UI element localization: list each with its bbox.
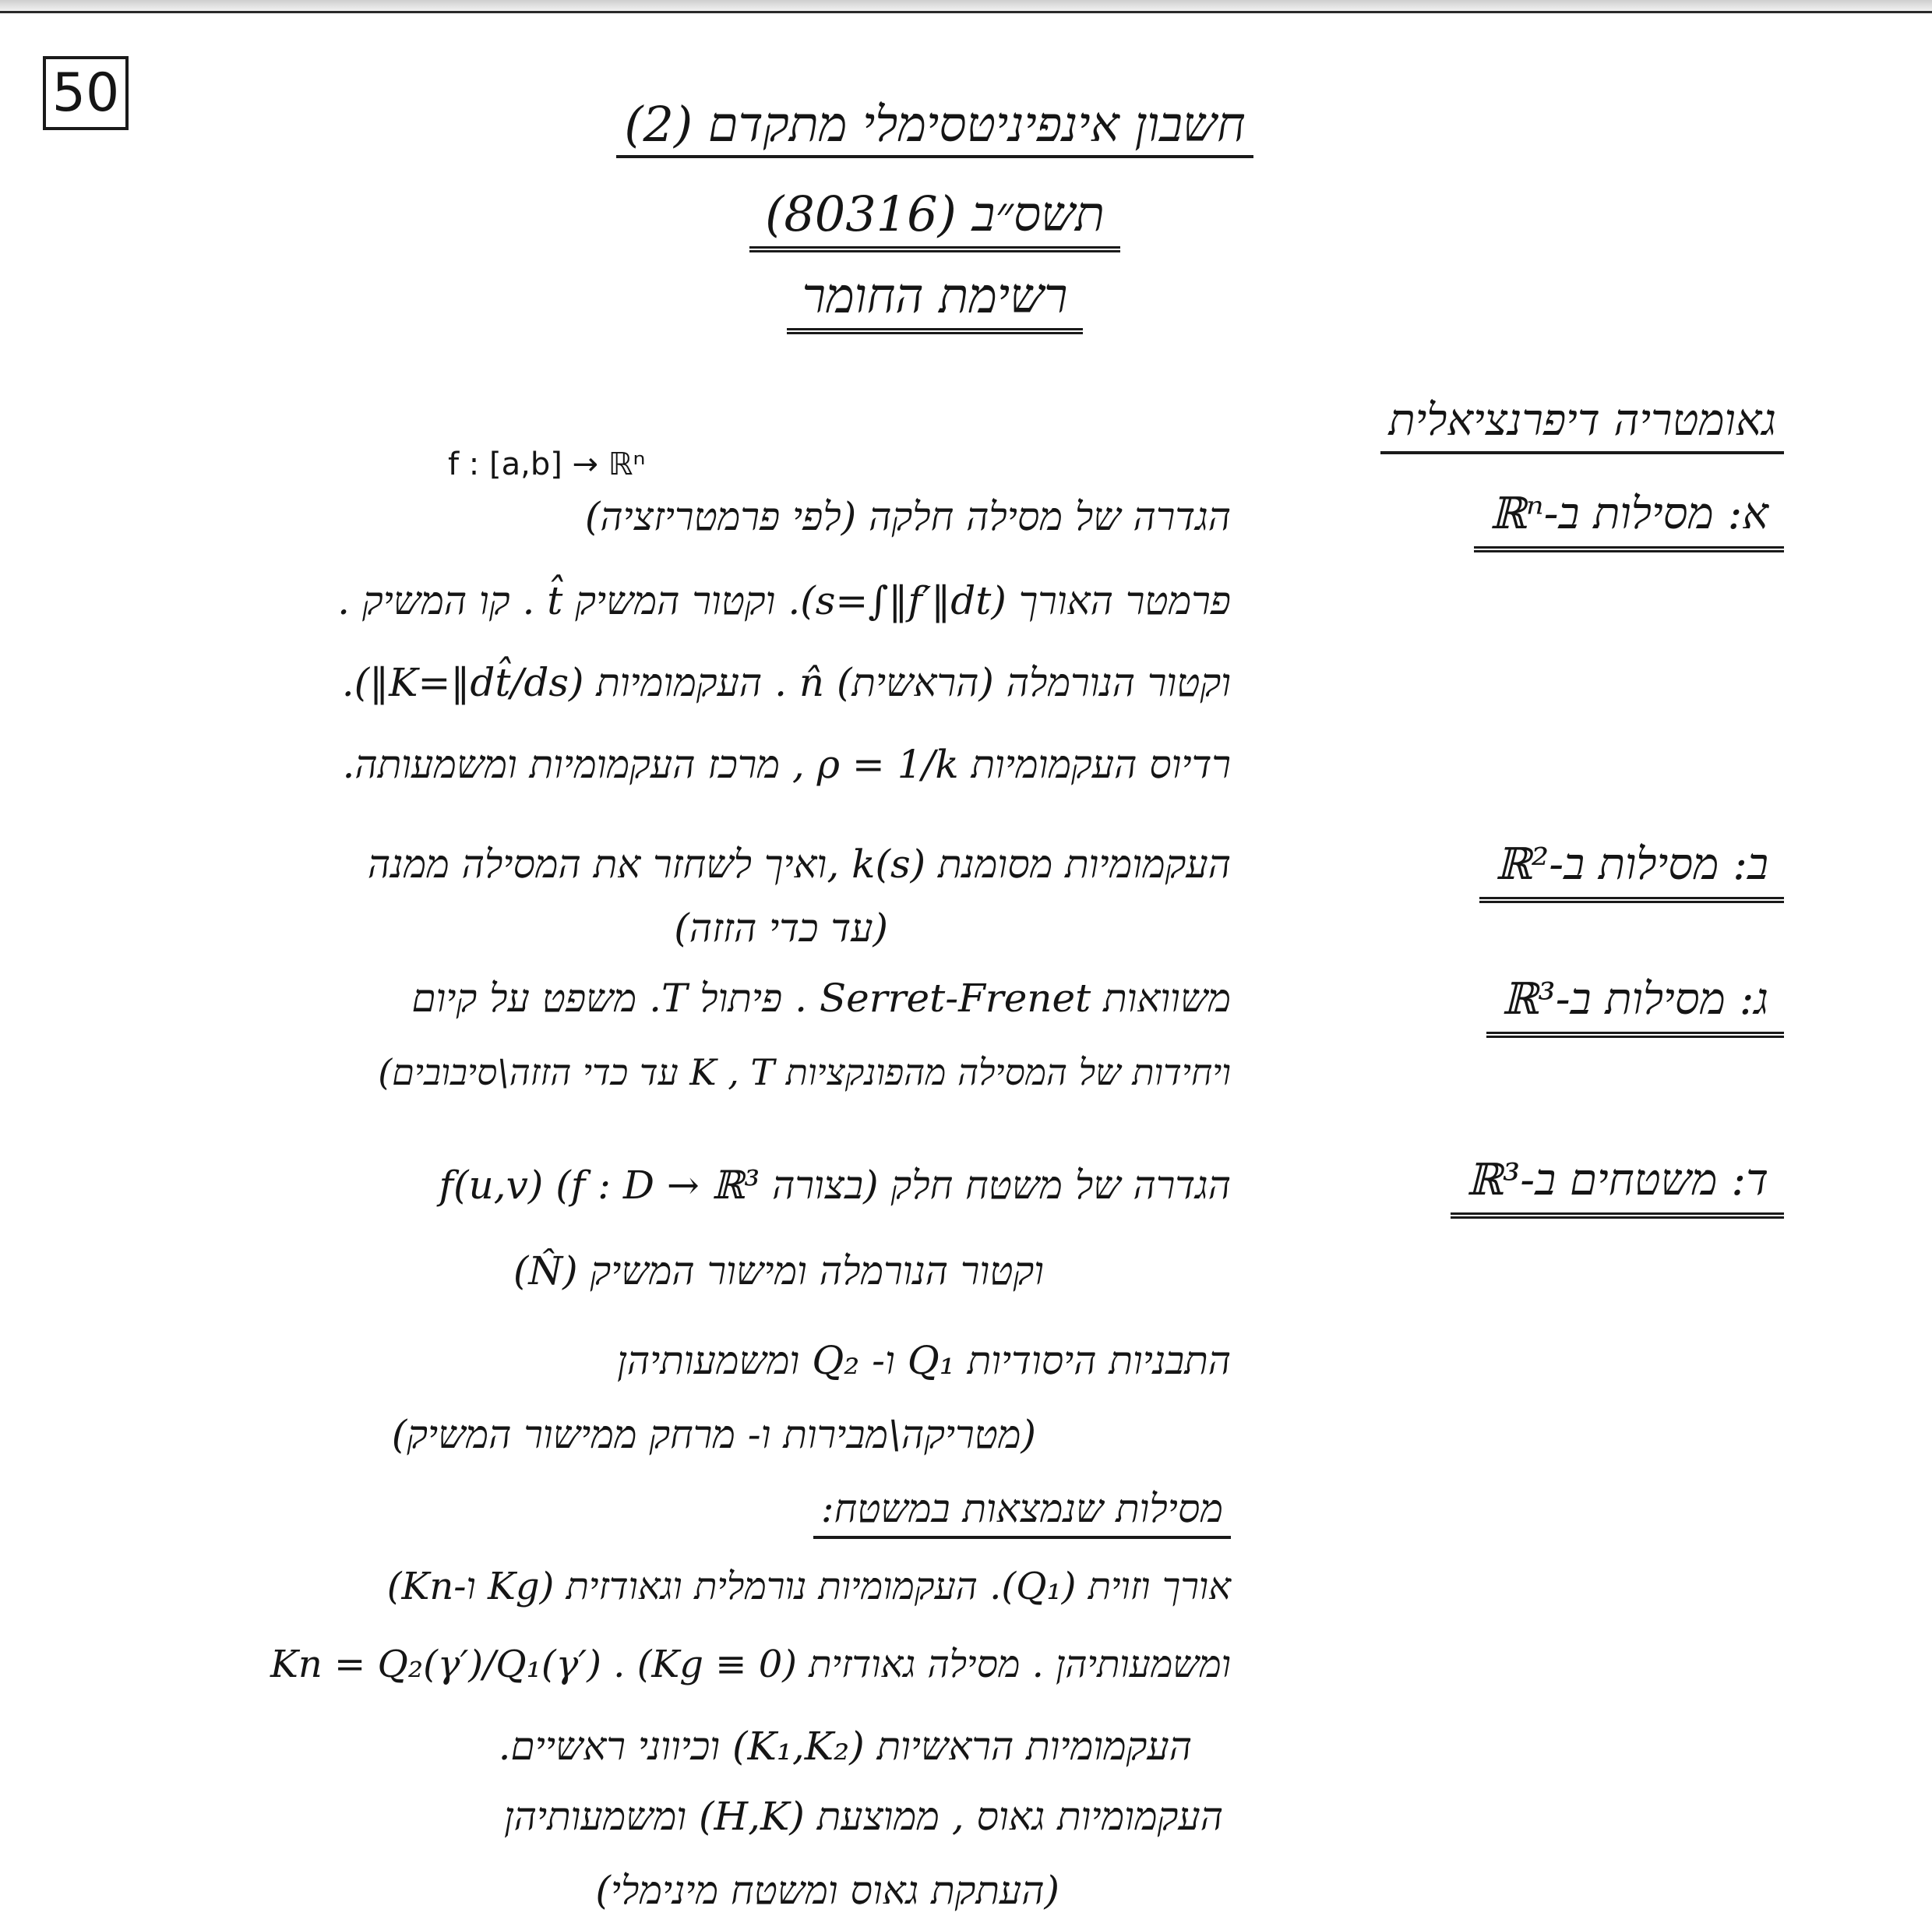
subtitle — [545, 269, 1324, 334]
section-a-line-3: וקטור הנורמלה (הראשית) n̂ . העקמומיות (K=‖dt̂/ds‖). — [341, 660, 1231, 705]
section-d-line-1: הגדרה של משטח חלק (בצורה f(u,v) (f : D → ℝ³ — [439, 1163, 1231, 1208]
subtitle-text: רשימת החומר — [787, 269, 1084, 334]
section-b-title-text: ב: מסילות ב-ℝ² — [1479, 838, 1784, 903]
course-title — [545, 97, 1324, 158]
section-a-title — [1293, 487, 1784, 552]
section-a-line-2: פרמטר האורך (s=∫‖f′‖dt). וקטור המשיק t̂ . קו המשיק . — [337, 578, 1231, 623]
section-a-line-1: הגדרה של מסילה חלקה (לפי פרמטריזציה) — [584, 494, 1231, 539]
surface-curves-line-1: אורך וזוית (Q₁). העקמומיות נורמלית וגאודזית (Kg ו-Kn) — [386, 1565, 1231, 1608]
surface-curves-title — [813, 1484, 1231, 1539]
section-d-title-text: ד: משטחים ב-ℝ³ — [1451, 1153, 1784, 1219]
term-code — [545, 187, 1324, 252]
surface-curves-line-4: העקמומיות גאוס , ממוצעת (H,K) ומשמעותיהן — [503, 1794, 1223, 1839]
section-b-line-2: (עד כדי הזזה) — [674, 905, 888, 951]
page-number-box: 50 — [43, 56, 129, 130]
top-rule — [0, 11, 1932, 13]
section-a-title-text: א: מסילות ב-ℝⁿ — [1474, 487, 1784, 552]
scan-noise — [0, 0, 1932, 16]
section-d-line-4: (מטריקה\מבירות ו- מרחק ממישור המשיק) — [391, 1412, 1036, 1457]
main-topic-text: גאומטריה דיפרנציאלית — [1380, 394, 1784, 454]
section-c-title — [1293, 972, 1784, 1038]
formula-top: f : [a,b] → ℝⁿ — [448, 446, 646, 482]
section-b-line-1: העקמומיות מסומנת k(s) ,ואיך לשחזר את המסילה ממנה — [367, 842, 1231, 887]
section-c-line-1: משוואות Serret-Frenet . פיתול T. משפט על קיום — [411, 976, 1231, 1021]
section-a-line-4: רדיוס העקמומיות ρ = 1/k , מרכז העקמומיות ומשמעותה. — [342, 742, 1231, 787]
section-d-line-3: התבניות היסודיות Q₁ ו- Q₂ ומשמעותיהן — [617, 1338, 1231, 1383]
surface-curves-line-5: (העתקת גאוס ומשטח מינימלי) — [595, 1868, 1059, 1913]
surface-curves-line-3: העקמומיות הראשיות (K₁,K₂) וכיווני ראשיים. — [498, 1724, 1192, 1769]
section-c-line-2: ויחידות של המסילה מהפונקציות K , T עד כדי הזזה\סיבובים) — [378, 1051, 1231, 1093]
section-d-title — [1293, 1153, 1784, 1219]
section-c-title-text: ג: מסילות ב-ℝ³ — [1486, 972, 1784, 1038]
main-topic — [1293, 394, 1784, 454]
course-title-text: חשבון אינפיניטסימלי מתקדם (2) — [616, 97, 1253, 158]
surface-curves-title-text: מסילות שנמצאות במשטח: — [813, 1484, 1231, 1539]
term-code-text: תשס״ב (80316) — [749, 187, 1120, 252]
section-b-title — [1293, 838, 1784, 903]
section-d-line-2: וקטור הנורמלה ומישור המשיק (N̂) — [513, 1248, 1044, 1294]
surface-curves-line-2: ומשמעותיהן . מסילה גאודזית (Kg ≡ 0) . Kn = Q₂(γ′)/Q₁(γ′) — [270, 1643, 1231, 1686]
